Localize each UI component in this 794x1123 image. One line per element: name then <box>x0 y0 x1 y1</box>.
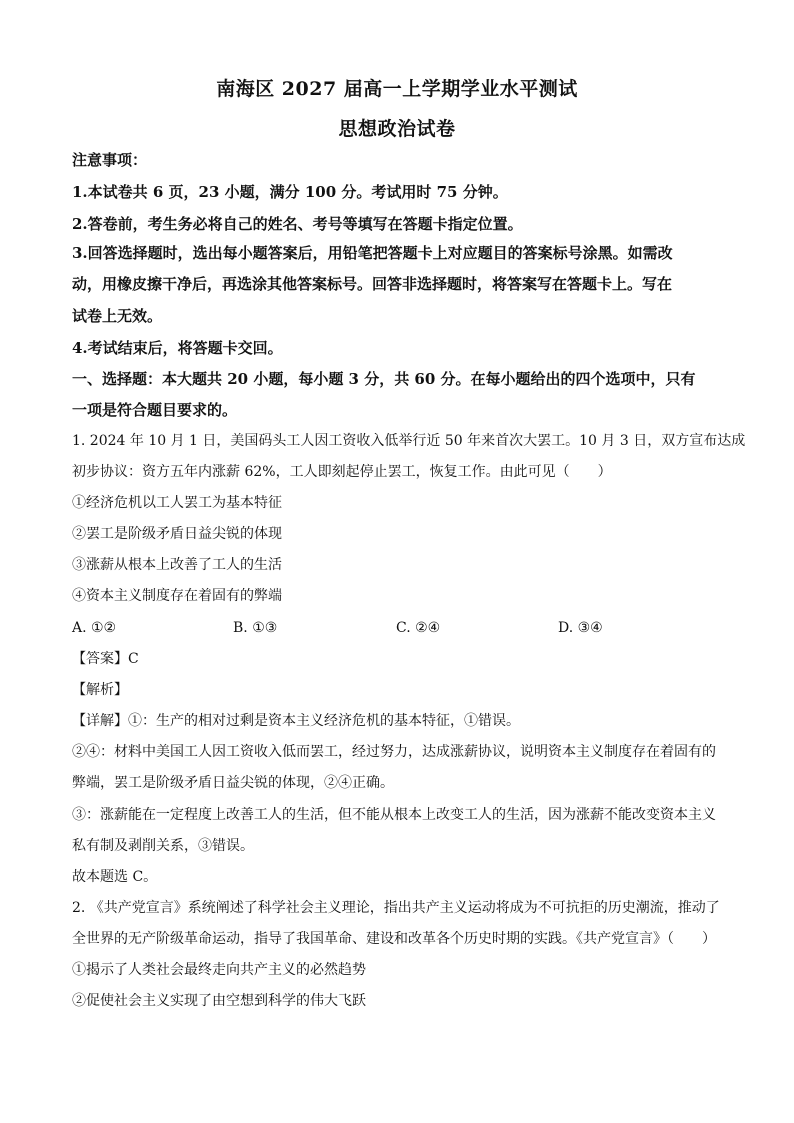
notice-heading: 注意事项： <box>72 151 148 169</box>
conclusion-text: 故本题选 C。 <box>72 869 158 885</box>
answer-label: 【答案】C <box>72 651 139 667</box>
notice-item: 动，用橡皮擦干净后，再选涂其他答案标号。回答非选择题时，将答案写在答题卡上。写在 <box>72 275 673 293</box>
notice-item: 4.考试结束后，将答题卡交回。 <box>72 339 283 357</box>
exam-title: 南海区 2027 届高一上学期学业水平测试 <box>216 78 578 100</box>
section-heading-cont: 一项是符合题目要求的。 <box>72 401 238 419</box>
question-2-statement: ①揭示了人类社会最终走向共产主义的必然趋势 <box>72 962 366 978</box>
exam-subtitle: 思想政治试卷 <box>338 118 456 140</box>
detail-text: ②④：材料中美国工人因工资收入低而罢工，经过努力，达成涨薪协议，说明资本主义制度存在着固有的 <box>72 744 716 760</box>
detail-text: 【详解】①：生产的相对过剩是资本主义经济危机的基本特征，①错误。 <box>72 713 520 729</box>
notice-item: 3.回答选择题时，选出每小题答案后，用铅笔把答题卡上对应题目的答案标号涂黑。如需改 <box>72 244 673 262</box>
question-1-statement: ④资本主义制度存在着固有的弊端 <box>72 588 282 604</box>
section-heading: 一、选择题：本大题共 20 小题，每小题 3 分，共 60 分。在每小题给出的四个选项中，只有 <box>72 370 696 388</box>
detail-text: ③：涨薪能在一定程度上改善工人的生活，但不能从根本上改变工人的生活，因为涨薪不能改变资本主义 <box>72 807 716 823</box>
option-a: A. ①② <box>72 620 117 636</box>
notice-item: 1.本试卷共 6 页，23 小题，满分 100 分。考试用时 75 分钟。 <box>72 183 508 201</box>
notice-item: 2.答卷前，考生务必将自己的姓名、考号等填写在答题卡指定位置。 <box>72 215 523 233</box>
question-1-statement: ①经济危机以工人罢工为基本特征 <box>72 495 282 511</box>
detail-text: 私有制及剥削关系，③错误。 <box>72 838 254 854</box>
detail-text: 弊端，罢工是阶级矛盾日益尖锐的体现，②④正确。 <box>72 775 394 791</box>
option-d: D. ③④ <box>558 620 603 636</box>
question-1-stem: 1. 2024 年 10 月 1 日，美国码头工人因工资收入低举行近 50 年来首次大罢工。10 月 3 日，双方宣布达成 <box>72 433 746 449</box>
analysis-label: 【解析】 <box>72 682 128 698</box>
question-2-stem: 2. 《共产党宣言》系统阐述了科学社会主义理论，指出共产主义运动将成为不可抗拒的历史潮流，推动了 <box>72 900 720 916</box>
option-b: B. ①③ <box>233 620 278 636</box>
question-2-stem-cont: 全世界的无产阶级革命运动，指导了我国革命、建设和改革各个历史时期的实践。《共产党宣言》（ ） <box>72 931 716 947</box>
question-2-statement: ②促使社会主义实现了由空想到科学的伟大飞跃 <box>72 993 366 1009</box>
question-1-statement: ②罢工是阶级矛盾日益尖锐的体现 <box>72 526 282 542</box>
question-1-statement: ③涨薪从根本上改善了工人的生活 <box>72 557 282 573</box>
question-1-stem-cont: 初步协议：资方五年内涨薪 62%，工人即刻起停止罢工，恢复工作。由此可见（ ） <box>72 464 612 480</box>
option-c: C. ②④ <box>396 620 441 636</box>
notice-item: 试卷上无效。 <box>72 307 163 325</box>
